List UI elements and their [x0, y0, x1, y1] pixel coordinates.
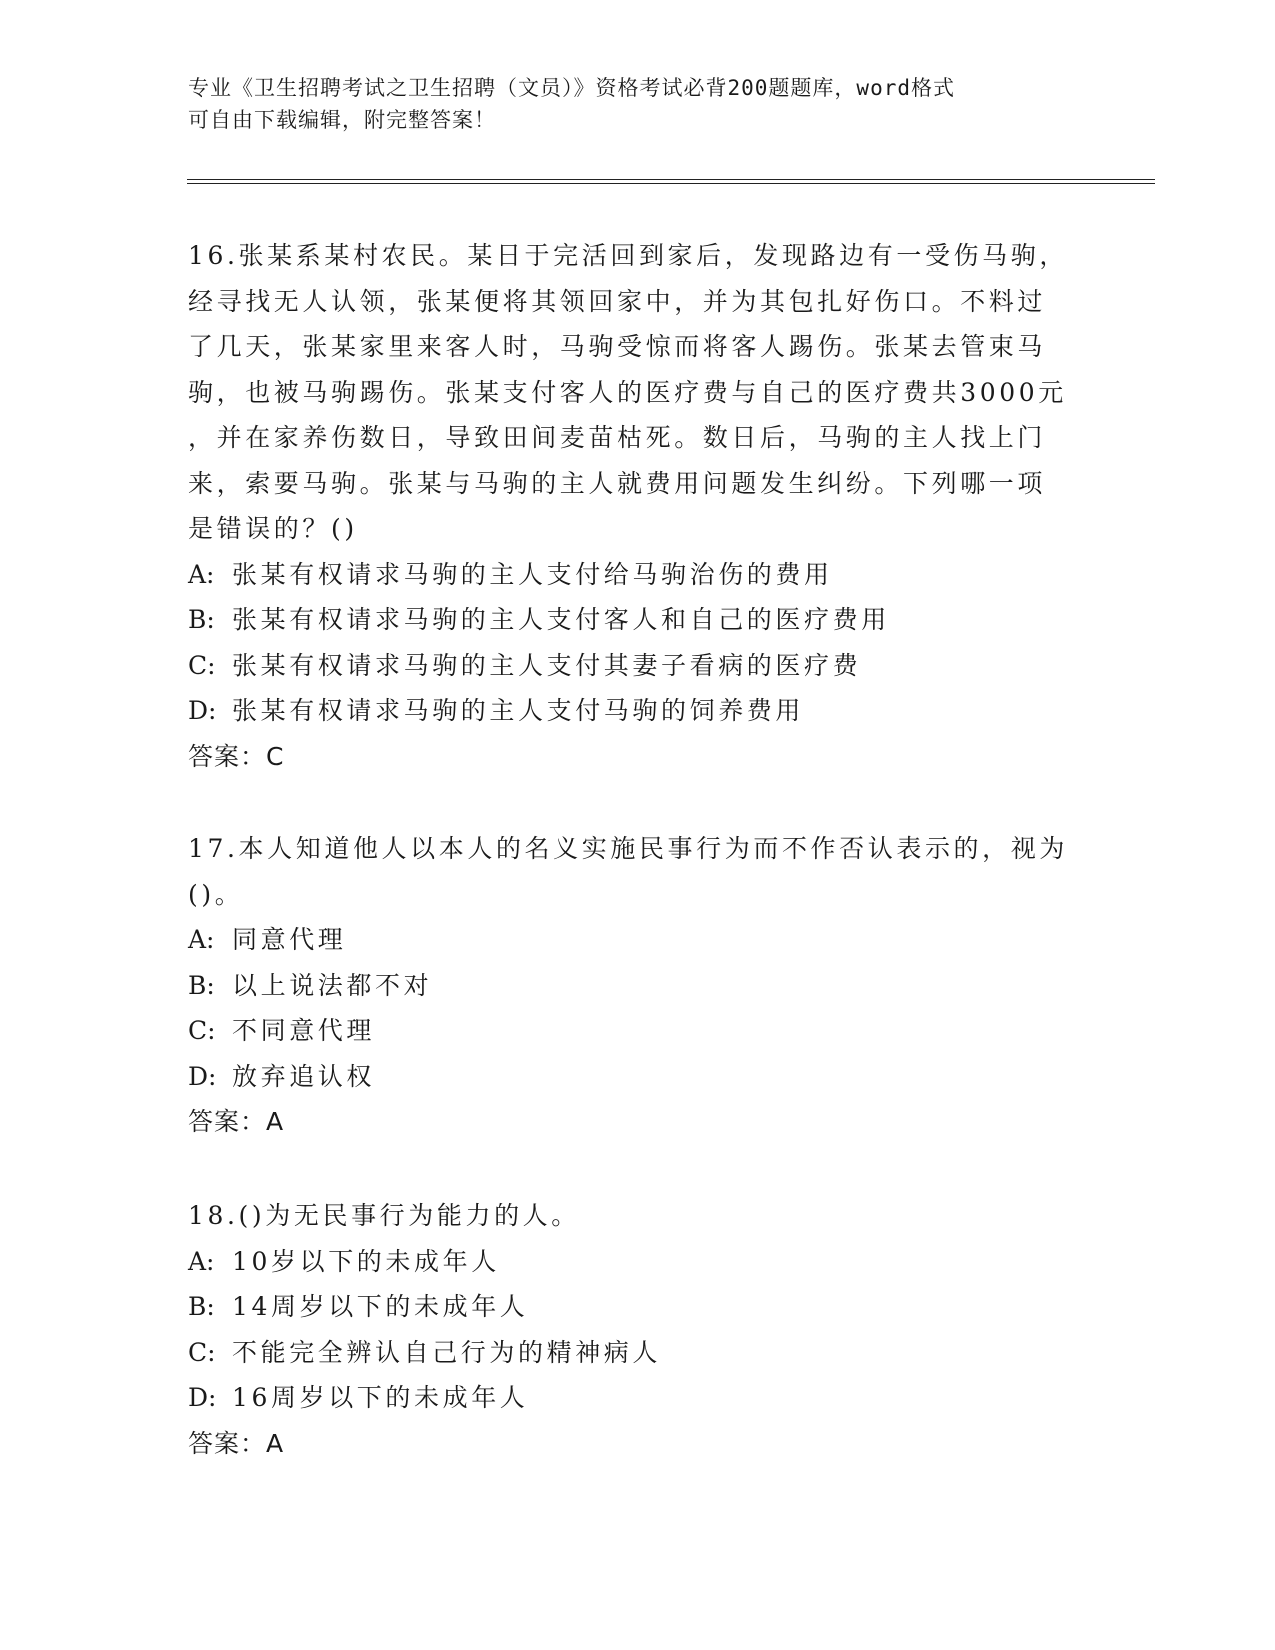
option-letter: C: [188, 650, 216, 680]
option-letter: D: [188, 1383, 217, 1412]
answer-line: 答案：C [188, 741, 285, 771]
option-text: 以上说法都不对 [232, 970, 433, 1000]
option-a [188, 1239, 1088, 1285]
option-text: 不能完全辨认自己行为的精神病人 [232, 1337, 662, 1367]
option-text: 10岁以下的未成年人 [232, 1246, 500, 1276]
question-18 [188, 1193, 1088, 1466]
option-b [188, 1284, 1088, 1330]
option-a [188, 552, 1088, 598]
option-letter: C: [188, 1337, 216, 1367]
stem-line: 17.本人知道他人以本人的名义实施民事行为而不作否认表示的，视为 [188, 834, 1068, 863]
header-line-2: 可自由下载编辑，附完整答案！ [188, 108, 496, 132]
answer-line: 答案：A [188, 1428, 285, 1458]
option-letter: C: [188, 1016, 216, 1045]
option-text: 放弃追认权 [232, 1061, 376, 1091]
option-letter: B: [188, 605, 215, 634]
header-line-1: 专业《卫生招聘考试之卫生招聘（文员）》资格考试必背200题题库，word格式 [188, 76, 955, 100]
option-c [188, 1008, 1088, 1054]
option-letter: A: [188, 1246, 215, 1276]
question-16 [188, 233, 1088, 779]
option-letter: A: [188, 559, 215, 589]
stem-line: 16.张某系某村农民。某日于完活回到家后，发现路边有一受伤马驹， [188, 241, 1068, 270]
option-d [188, 1054, 1088, 1100]
option-letter: B: [188, 970, 215, 1000]
option-text: 张某有权请求马驹的主人支付其妻子看病的医疗费 [232, 650, 862, 680]
stem-line: 来，索要马驹。张某与马驹的主人就费用问题发生纠纷。下列哪一项 [188, 468, 1047, 498]
option-text: 同意代理 [232, 925, 347, 954]
option-text: 16周岁以下的未成年人 [232, 1383, 529, 1412]
question-stem [188, 233, 1088, 552]
question-stem [188, 826, 1088, 917]
stem-line: ()。 [188, 879, 244, 909]
header-divider-top [187, 179, 1155, 180]
option-letter: D: [188, 1061, 217, 1091]
question-stem [188, 1193, 1088, 1239]
option-text: 14周岁以下的未成年人 [232, 1292, 529, 1321]
stem-line: 了几天，张某家里来客人时，马驹受惊而将客人踢伤。张某去管束马 [188, 332, 1047, 361]
document-header [188, 72, 1088, 136]
option-text: 张某有权请求马驹的主人支付客人和自己的医疗费用 [232, 605, 890, 634]
option-letter: A: [188, 925, 215, 954]
header-divider-bottom [187, 183, 1155, 184]
question-17 [188, 826, 1088, 1145]
option-c [188, 1330, 1088, 1376]
option-text: 张某有权请求马驹的主人支付马驹的饲养费用 [232, 696, 805, 725]
option-a [188, 917, 1088, 963]
option-d [188, 1375, 1088, 1421]
option-letter: B: [188, 1292, 215, 1321]
option-d [188, 688, 1088, 734]
option-text: 张某有权请求马驹的主人支付给马驹治伤的费用 [232, 559, 833, 589]
stem-line: 经寻找无人认领，张某便将其领回家中，并为其包扎好伤口。不料过 [188, 286, 1047, 316]
option-c [188, 643, 1088, 689]
answer-line: 答案：A [188, 1107, 285, 1136]
stem-line: 18.()为无民事行为能力的人。 [188, 1201, 580, 1230]
stem-line: 驹，也被马驹踢伤。张某支付客人的医疗费与自己的医疗费共3000元 [188, 377, 1067, 407]
option-b [188, 597, 1088, 643]
stem-line: 是错误的？() [188, 514, 358, 543]
stem-line: ，并在家养伤数日，导致田间麦苗枯死。数日后，马驹的主人找上门 [188, 423, 1047, 452]
option-b [188, 963, 1088, 1009]
option-letter: D: [188, 696, 217, 725]
option-text: 不同意代理 [232, 1016, 376, 1045]
